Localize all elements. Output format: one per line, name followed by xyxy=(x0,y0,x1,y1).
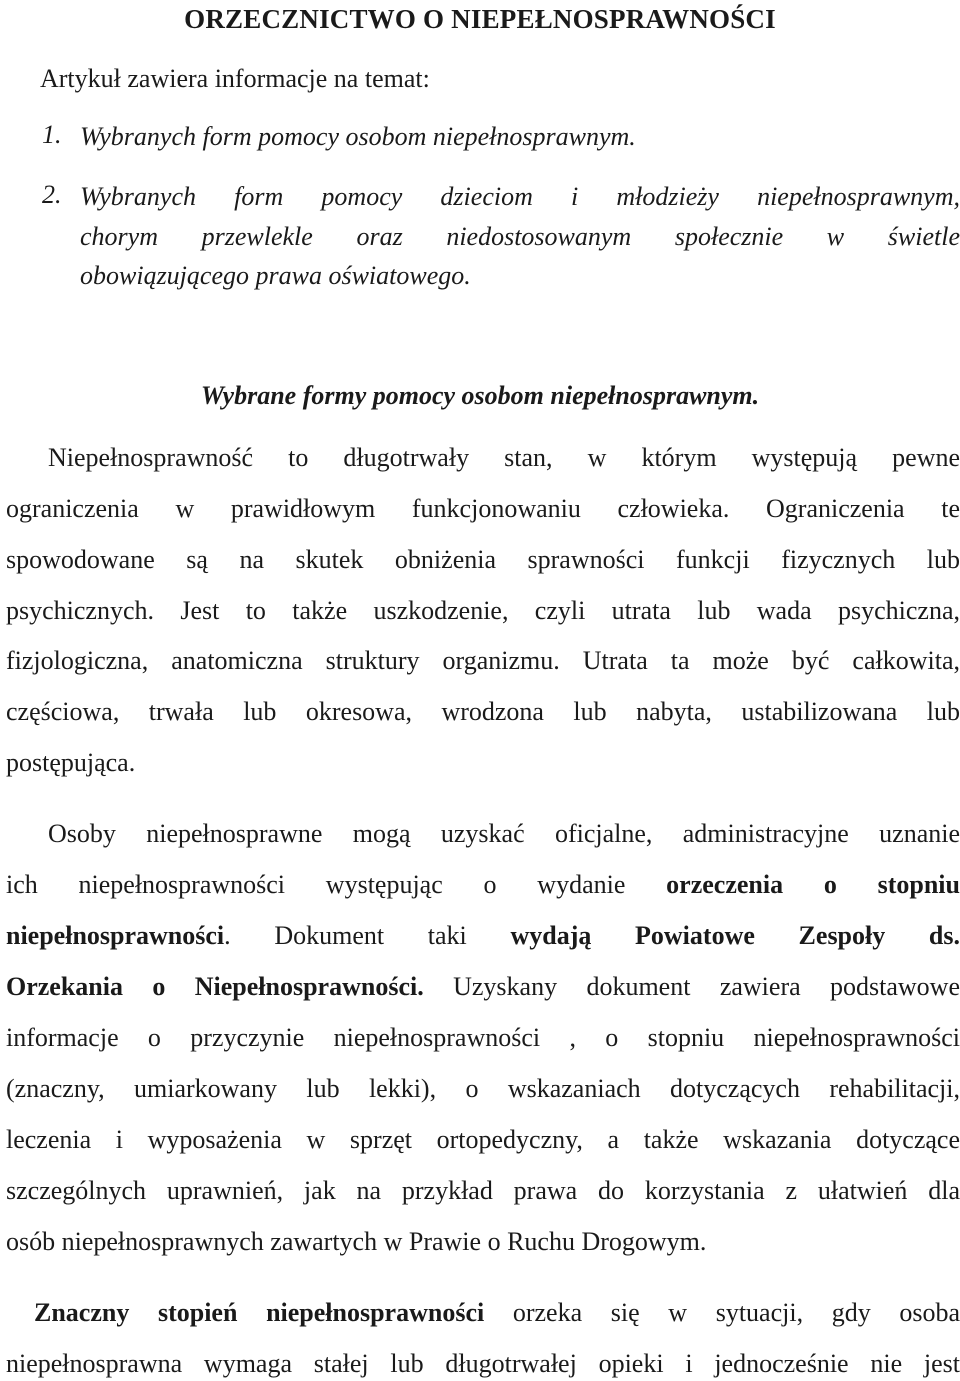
toc-number-2: 2. xyxy=(42,180,62,209)
paragraph-3-line-1-bold: Znaczny stopień niepełnosprawności xyxy=(34,1298,485,1327)
paragraph-1-line-7: postępująca. xyxy=(6,748,136,777)
document-title: ORZECZNICTWO O NIEPEŁNOSPRAWNOŚCI xyxy=(184,4,776,34)
paragraph-2-line-2-bold: orzeczenia o stopniu xyxy=(666,870,960,899)
paragraph-2-line-3-bold-1: niepełnosprawności xyxy=(6,921,225,950)
toc-item-1-line: Wybranych form pomocy osobom niepełnosprawnym. xyxy=(80,122,636,151)
paragraph-3-line-1 xyxy=(34,1296,960,1330)
paragraph-3-line-1-text: orzeka się w sytuacji, gdy osoba xyxy=(484,1298,960,1327)
toc-item-2-line-3: obowiązującego prawa oświatowego. xyxy=(80,261,471,290)
paragraph-2-line-2 xyxy=(6,868,960,902)
section-heading: Wybrane formy pomocy osobom niepełnosprawnym. xyxy=(200,381,760,410)
paragraph-2-line-3 xyxy=(6,919,960,953)
toc-number-1: 1. xyxy=(42,120,62,149)
paragraph-1-line-3: spowodowane są na skutek obniżenia sprawności funkcji fizycznych lub xyxy=(6,545,960,574)
paragraph-2-line-4-text: Uzyskany dokument zawiera podstawowe xyxy=(423,972,960,1001)
intro-text: Artykuł zawiera informacje na temat: xyxy=(40,64,430,93)
paragraph-2-line-7: leczenia i wyposażenia w sprzęt ortopedyczny, a także wskazania dotyczące xyxy=(6,1125,960,1154)
paragraph-1-line-5: fizjologiczna, anatomiczna struktury organizmu. Utrata ta może być całkowita, xyxy=(6,646,960,675)
paragraph-2-line-4-bold: Orzekania o Niepełnosprawności. xyxy=(6,972,424,1001)
paragraph-2-line-6: (znaczny, umiarkowany lub lekki), o wskazaniach dotyczących rehabilitacji, xyxy=(6,1074,960,1103)
paragraph-2-line-3-bold-2: wydają Powiatowe Zespoły ds. xyxy=(510,921,960,950)
paragraph-2-line-8: szczególnych uprawnień, jak na przykład prawa do korzystania z ułatwień dla xyxy=(6,1176,960,1205)
paragraph-2-line-5: informacje o przyczynie niepełnosprawności , o stopniu niepełnosprawności xyxy=(6,1023,960,1052)
paragraph-2-line-1: Osoby niepełnosprawne mogą uzyskać oficjalne, administracyjne uznanie xyxy=(48,819,960,848)
paragraph-1-line-1: Niepełnosprawność to długotrwały stan, w którym występują pewne xyxy=(48,443,960,472)
paragraph-1-line-2: ograniczenia w prawidłowym funkcjonowaniu człowieka. Ograniczenia te xyxy=(6,494,960,523)
paragraph-2-line-4 xyxy=(6,970,960,1004)
paragraph-1-line-4: psychicznych. Jest to także uszkodzenie, czyli utrata lub wada psychiczna, xyxy=(6,596,960,625)
paragraph-2-line-9: osób niepełnosprawnych zawartych w Prawie o Ruchu Drogowym. xyxy=(6,1227,707,1256)
paragraph-1-line-6: częściowa, trwała lub okresowa, wrodzona lub nabyta, ustabilizowana lub xyxy=(6,697,960,726)
paragraph-2-line-3-text: . Dokument taki xyxy=(224,921,511,950)
paragraph-3-line-2: niepełnosprawna wymaga stałej lub długotrwałej opieki i jednocześnie nie jest xyxy=(6,1349,960,1378)
toc-item-2-line-1: Wybranych form pomocy dzieciom i młodzieży niepełnosprawnym, xyxy=(80,182,960,211)
toc-item-2-line-2: chorym przewlekle oraz niedostosowanym społecznie w świetle xyxy=(80,222,960,251)
paragraph-2-line-2-text: ich niepełnosprawności występując o wydanie xyxy=(6,870,667,899)
